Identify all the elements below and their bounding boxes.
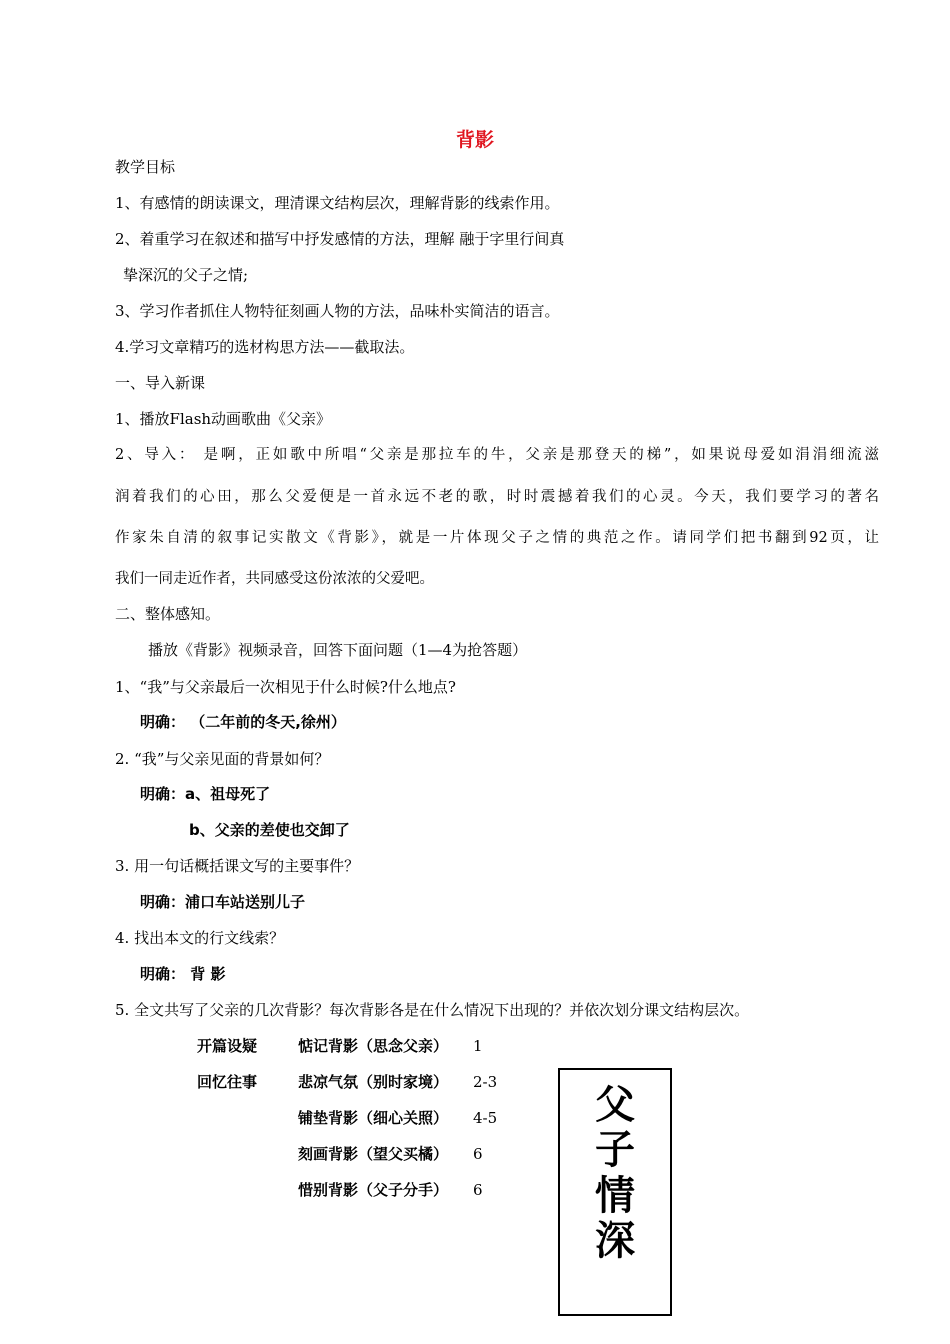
theme-box — [558, 1068, 672, 1316]
question-1: 1、“我”与父亲最后一次相见于什么时候?什么地点? — [115, 678, 456, 696]
section1-item: 1、播放Flash动画歌曲《父亲》 — [115, 410, 332, 428]
objective-item: 2、着重学习在叙述和描写中抒发感情的方法，理解 融于字里行间真 — [115, 230, 565, 248]
theme-char: 子 — [595, 1127, 635, 1173]
structure-row-label: 惜别背影（父子分手） — [298, 1181, 449, 1199]
objective-item: 3、学习作者抓住人物特征刻画人物的方法，品味朴实简洁的语言。 — [115, 302, 560, 320]
section1-paragraph-line: 润着我们的心田，那么父爱便是一首永远不老的歌，时时震撼着我们的心灵。今天，我们要学习的著名 — [115, 489, 879, 505]
structure-row-label: 刻画背影（望父买橘） — [298, 1145, 449, 1163]
section1-paragraph-line: 2、导入： 是啊，正如歌中所唱“父亲是那拉车的牛，父亲是那登天的梯”，如果说母爱如涓涓细流滋 — [115, 447, 879, 463]
structure-group-1: 开篇设疑 — [197, 1037, 258, 1055]
structure-group-2: 回忆往事 — [197, 1073, 258, 1091]
answer-2a: 明确：a、祖母死了 — [140, 785, 271, 803]
document-title: 背影 — [455, 129, 494, 151]
answer-4: 明确： 背 影 — [140, 965, 226, 983]
objective-item-continued: 挚深沉的父子之情; — [123, 266, 249, 284]
question-5: 5. 全文共写了父亲的几次背影？每次背影各是在什么情况下出现的？并依次划分课文结构层次。 — [115, 1001, 750, 1019]
objective-item: 1、有感情的朗读课文，理清课文结构层次，理解背影的线索作用。 — [115, 194, 560, 212]
section1-paragraph-line: 作家朱自清的叙事记实散文《背影》，就是一片体现父子之情的典范之作。请同学们把书翻到92页，让 — [115, 530, 879, 546]
structure-row-label: 惦记背影（思念父亲） — [298, 1037, 449, 1055]
section2-heading: 二、整体感知。 — [115, 605, 221, 623]
question-4: 4. 找出本文的行文线索？ — [115, 929, 285, 947]
theme-char: 父 — [595, 1082, 635, 1128]
question-2: 2. “我”与父亲见面的背景如何？ — [115, 750, 330, 768]
structure-row-num: 6 — [473, 1181, 483, 1199]
objective-item: 4.学习文章精巧的选材构思方法——截取法。 — [115, 338, 415, 356]
answer-1: 明确： （二年前的冬天,徐州） — [140, 713, 346, 731]
theme-char: 情 — [595, 1173, 635, 1219]
structure-row-num: 6 — [473, 1145, 483, 1163]
section1-heading: 一、导入新课 — [115, 374, 206, 392]
question-3: 3. 用一句话概括课文写的主要事件？ — [115, 857, 360, 875]
section2-intro: 播放《背影》视频录音，回答下面问题（1—4为抢答题） — [148, 641, 528, 659]
structure-row-num: 2-3 — [473, 1073, 498, 1091]
structure-row-num: 4-5 — [473, 1109, 498, 1127]
structure-row-num: 1 — [473, 1037, 483, 1055]
answer-3: 明确：浦口车站送别儿子 — [140, 893, 306, 911]
objectives-heading: 教学目标 — [115, 158, 176, 176]
section1-paragraph-line: 我们一同走近作者，共同感受这份浓浓的父爱吧。 — [115, 571, 434, 587]
answer-2b: b、父亲的差使也交卸了 — [189, 821, 350, 839]
theme-char: 深 — [595, 1218, 635, 1264]
structure-row-label: 铺垫背影（细心关照） — [298, 1109, 449, 1127]
structure-row-label: 悲凉气氛（别时家境） — [298, 1073, 449, 1091]
